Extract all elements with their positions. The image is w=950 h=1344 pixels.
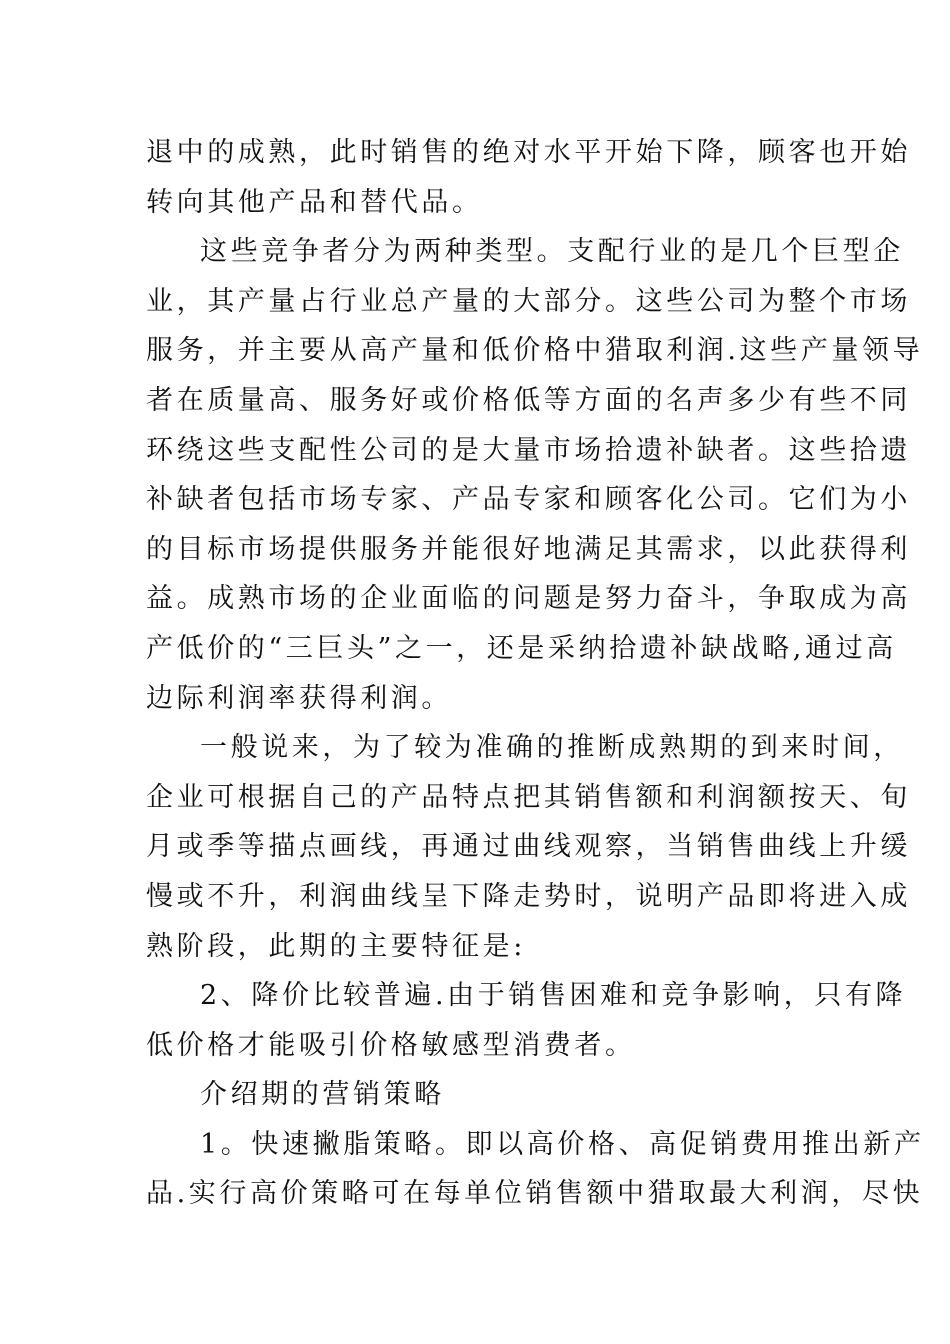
text-line-18: 2、降价比较普遍.由于销售困难和竞争影响，只有降 [200, 980, 907, 1012]
text-line-10: 益。成熟市场的企业面临的问题是努力奋斗，争取成为高 [146, 583, 911, 615]
text-line-6: 者在质量高、服务好或价格低等方面的名声多少有些不同 [146, 384, 911, 416]
text-line-21: 1。快速撇脂策略。即以高价格、高促销费用推出新产 [200, 1128, 925, 1160]
text-line-9: 的目标市场提供服务并能很好地满足其需求，以此获得利 [146, 533, 911, 565]
text-line-5: 服务，并主要从高产量和低价格中猎取利润.这些产量领导 [146, 335, 924, 367]
text-line-16: 慢或不升，利润曲线呈下降走势时，说明产品即将进入成 [146, 880, 911, 912]
section-heading: 介绍期的营销策略 [200, 1079, 445, 1111]
text-line-11: 产低价的“三巨头”之一，还是采纳拾遗补缺战略,通过高 [146, 632, 897, 664]
text-line-15: 月或季等描点画线，再通过曲线观察，当销售曲线上升缓 [146, 831, 911, 863]
text-line-13: 一般说来，为了较为准确的推断成熟期的到来时间， [200, 732, 904, 764]
text-line-19: 低价格才能吸引价格敏感型消费者。 [146, 1029, 636, 1061]
text-line-3: 这些竞争者分为两种类型。支配行业的是几个巨型企 [200, 236, 904, 268]
text-line-14: 企业可根据自己的产品特点把其销售额和利润额按天、旬 [146, 781, 911, 813]
text-line-7: 环绕这些支配性公司的是大量市场拾遗补缺者。这些拾遗 [146, 434, 911, 466]
text-line-8: 补缺者包括市场专家、产品专家和顾客化公司。它们为小 [146, 484, 911, 516]
text-line-12: 边际利润率获得利润。 [146, 682, 452, 714]
body-text [146, 128, 925, 1219]
text-line-17: 熟阶段，此期的主要特征是: [146, 930, 526, 962]
text-line-22: 品.实行高价策略可在每单位销售额中猎取最大利润，尽快 [146, 1178, 924, 1210]
text-line-4: 业，其产量占行业总产量的大部分。这些公司为整个市场 [146, 285, 911, 317]
text-line-1: 退中的成熟，此时销售的绝对水平开始下降，顾客也开始 [146, 137, 911, 168]
text-line-2: 转向其他产品和替代品。 [146, 186, 483, 218]
